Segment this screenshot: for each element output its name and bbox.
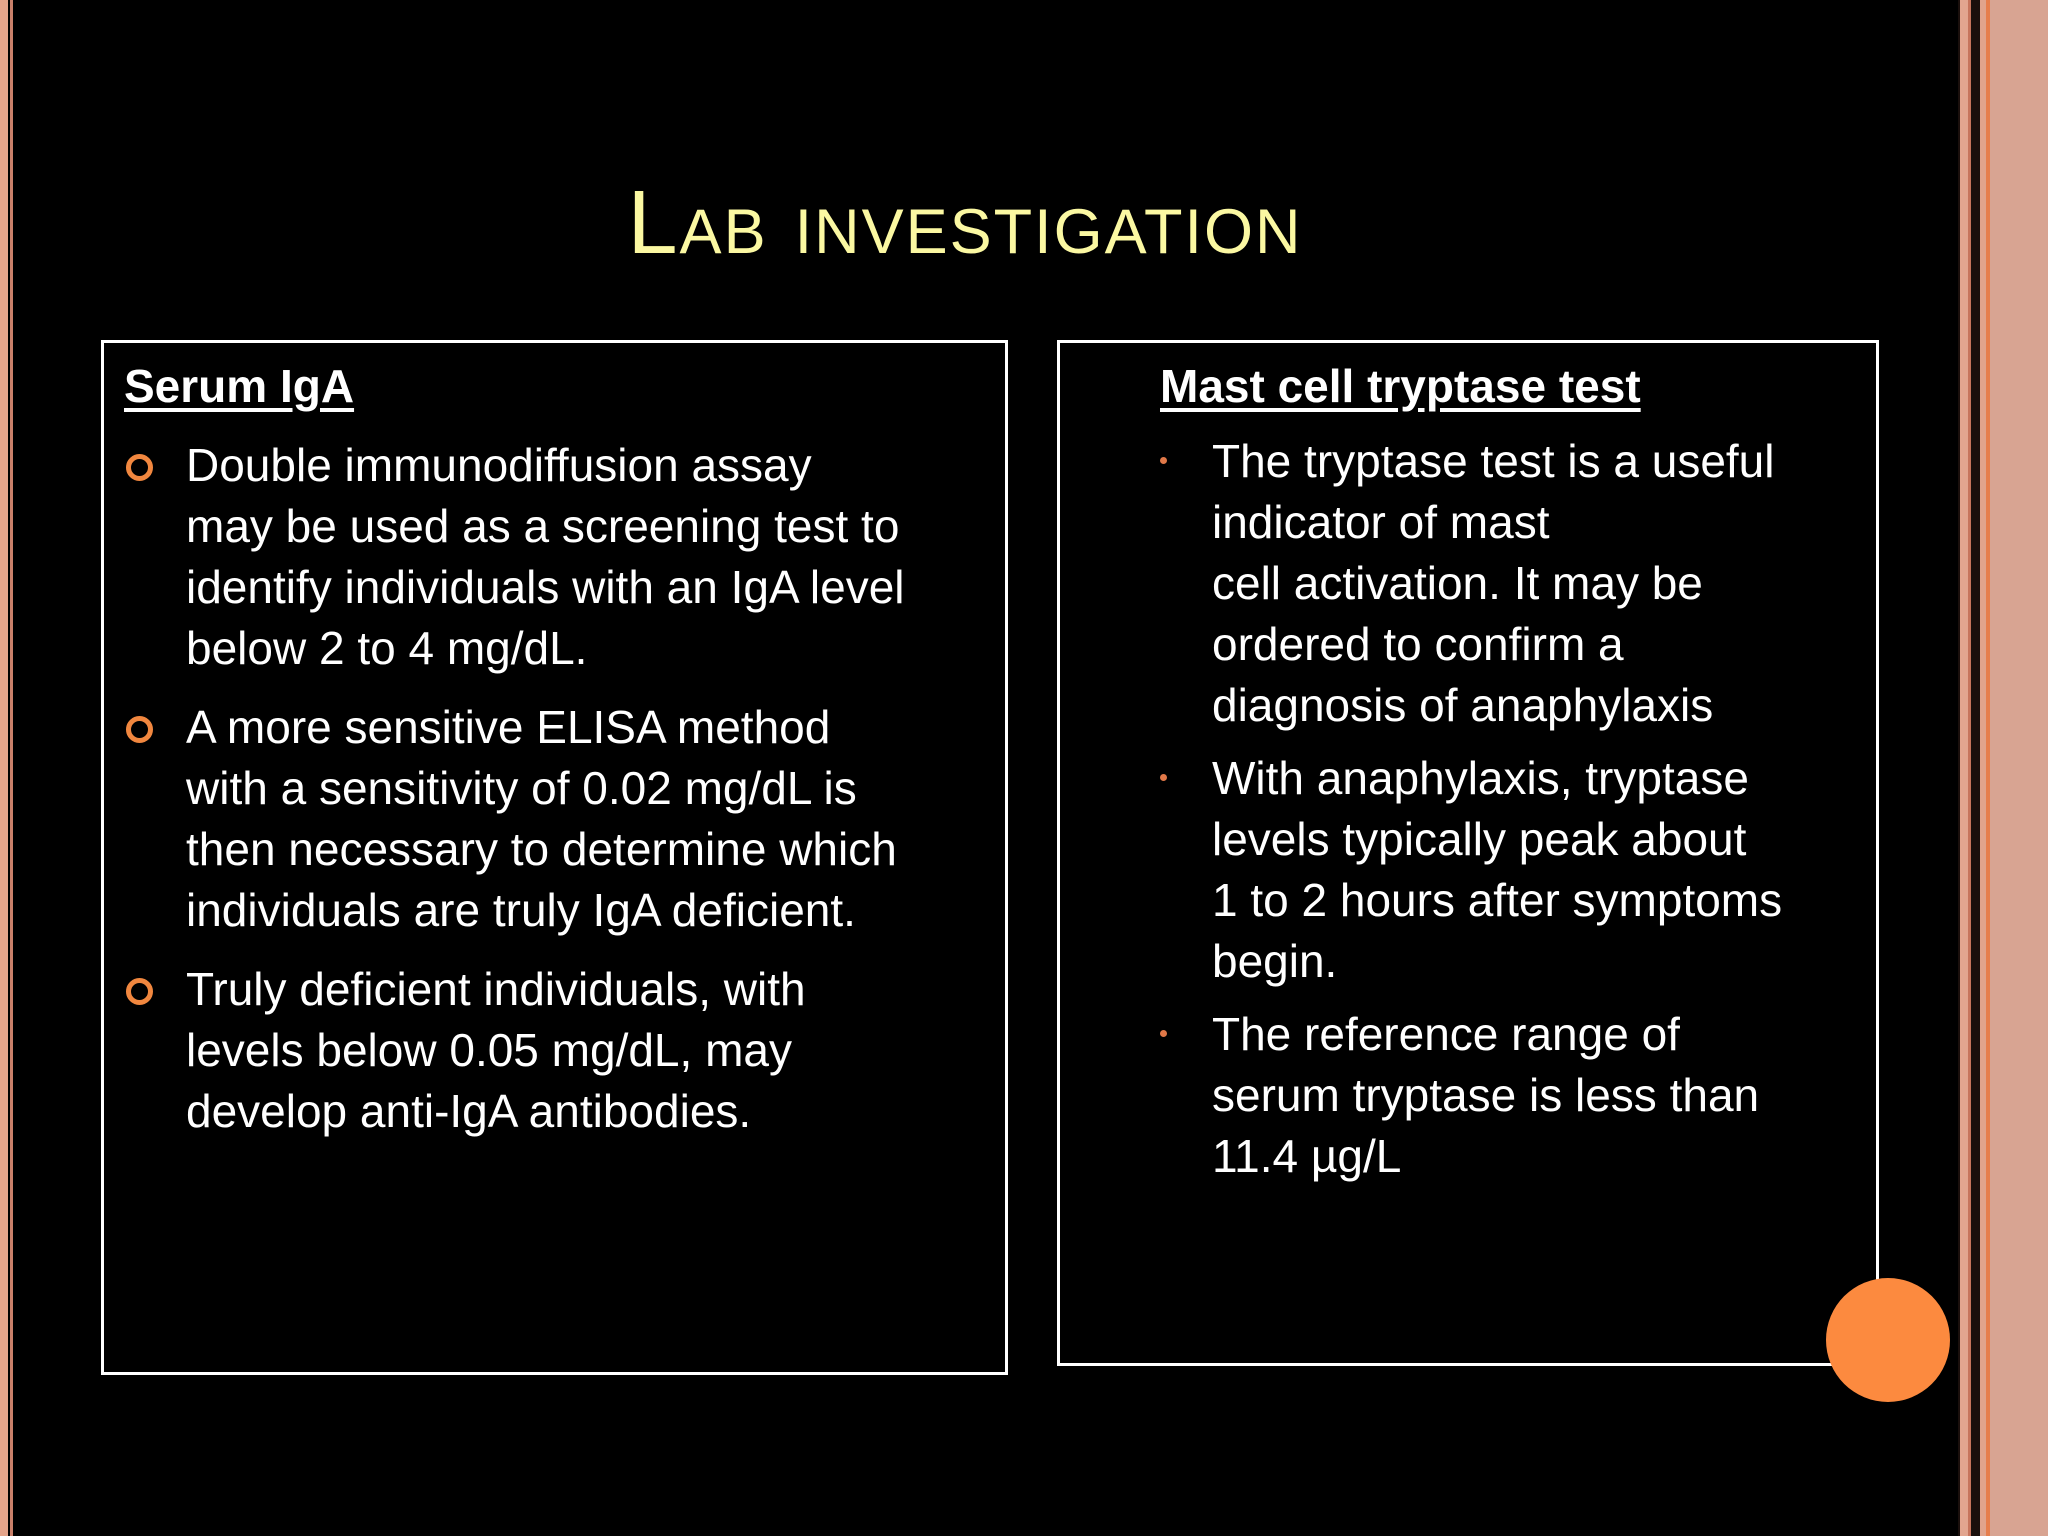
- list-item: [124, 959, 994, 1142]
- text-line: then necessary to determine which: [186, 823, 897, 875]
- text-line: individuals are truly IgA deficient.: [186, 884, 856, 936]
- panel-heading: Serum IgA: [124, 360, 355, 412]
- orange-ring-bullet-icon: [126, 978, 153, 1005]
- text-line: levels typically peak about: [1212, 813, 1747, 865]
- text-line: The reference range of: [1212, 1008, 1680, 1060]
- text-line: with a sensitivity of 0.02 mg/dL is: [186, 762, 857, 814]
- text-line: indicator of mast: [1212, 496, 1550, 548]
- text-line: 11.4 µg/L: [1212, 1130, 1402, 1182]
- list-item: [124, 697, 994, 941]
- serum-iga-panel: [101, 340, 1008, 1375]
- bullet-list: [1150, 431, 1870, 1199]
- text-line: diagnosis of anaphylaxis: [1212, 679, 1714, 731]
- list-item: [124, 435, 994, 679]
- orange-circle-icon: [1826, 1278, 1950, 1402]
- right-border-stripe: [1990, 0, 2048, 1536]
- text-line: identify individuals with an IgA level: [186, 561, 905, 613]
- small-orange-dot-bullet-icon: [1160, 457, 1167, 464]
- text-line: below 2 to 4 mg/dL.: [186, 622, 588, 674]
- small-orange-dot-bullet-icon: [1160, 1030, 1167, 1037]
- text-line: cell activation. It may be: [1212, 557, 1703, 609]
- text-line: Truly deficient individuals, with: [186, 963, 806, 1015]
- text-line: levels below 0.05 mg/dL, may: [186, 1024, 792, 1076]
- text-line: begin.: [1212, 935, 1338, 987]
- text-line: 1 to 2 hours after symptoms: [1212, 874, 1783, 926]
- text-line: With anaphylaxis, tryptase: [1212, 752, 1749, 804]
- right-border-stripe: [1960, 0, 1968, 1536]
- bullet-list: [124, 435, 994, 1160]
- text-line: may be used as a screening test to: [186, 500, 900, 552]
- text-line: develop anti-IgA antibodies.: [186, 1085, 752, 1137]
- orange-ring-bullet-icon: [126, 454, 153, 481]
- slide-title: Lab investigation: [627, 173, 1303, 273]
- text-line: serum tryptase is less than: [1212, 1069, 1760, 1121]
- text-line: A more sensitive ELISA method: [186, 701, 831, 753]
- orange-ring-bullet-icon: [126, 716, 153, 743]
- list-item: [1150, 431, 1870, 736]
- list-item: [1150, 748, 1870, 992]
- mast-cell-tryptase-panel: [1057, 340, 1879, 1366]
- text-line: The tryptase test is a useful: [1212, 435, 1775, 487]
- text-line: ordered to confirm a: [1212, 618, 1624, 670]
- text-line: Double immunodiffusion assay: [186, 439, 812, 491]
- small-orange-dot-bullet-icon: [1160, 774, 1167, 781]
- panel-heading: Mast cell tryptase test: [1160, 360, 1641, 412]
- right-border-stripe: [1968, 0, 1971, 1536]
- list-item: [1150, 1004, 1870, 1187]
